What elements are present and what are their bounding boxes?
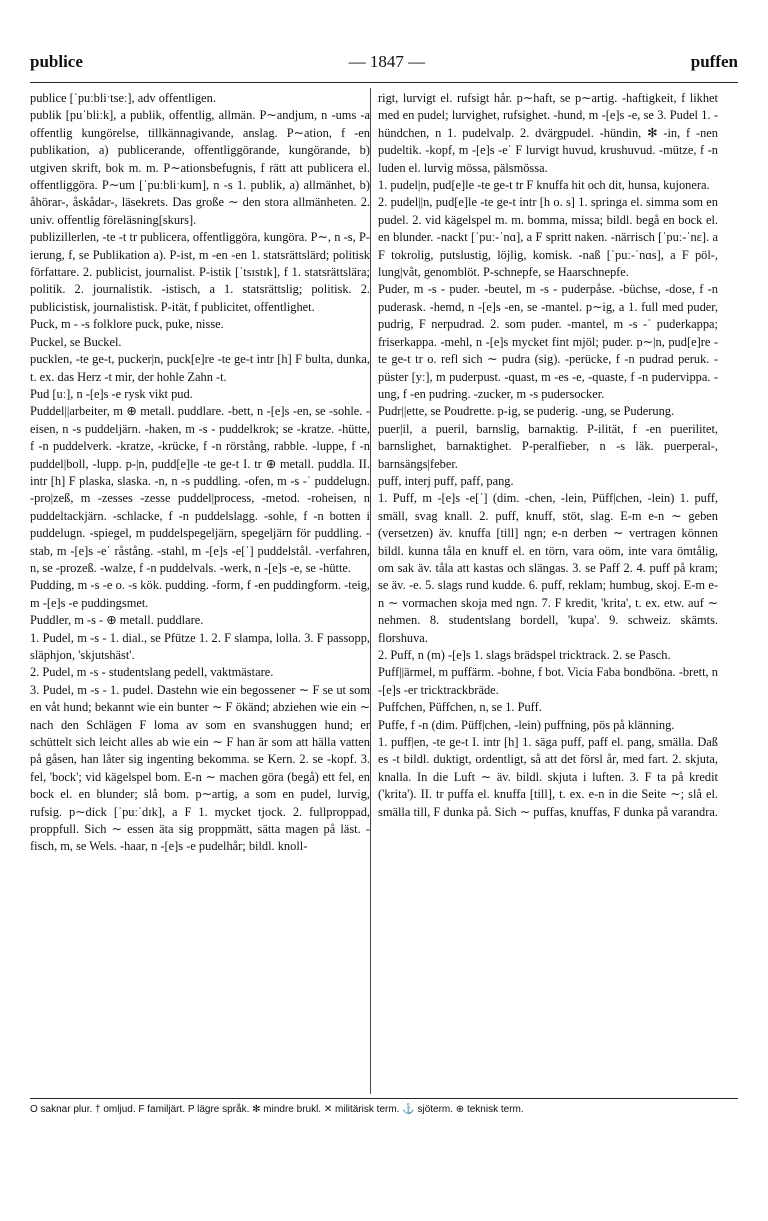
- entry: rigt, lurvigt el. rufsigt hår. p∼haft, se p∼artig. -haftigkeit, f likhet med en pudel; lurvighet, rufsighet. -hund, m -[e]s -e, se 3. Pudel 1. -hündchen, n 1. pudelvalp. 2. dvärgpudel. -hündin, ✻ -in, f -nen pudeltik. -kopf, m -[e]s -eˈ F lurvigt huvud, krushuvud. -mütze, f -n luden el. lurvig mössa, pälsmössa.: [378, 91, 718, 175]
- entry: pucklen, -te ge-t, pucker|n, puck[e]re -te ge-t intr [h] F bulta, dunka, t. ex. das Herz -t mir, der hohle Zahn -t.: [30, 352, 370, 384]
- entry: 1. Puff, m -[e]s -e[ˈ] (dim. -chen, -lein, Püff|chen, -lein) 1. puff, smäll, svag knall. 2. puff, knuff, stöt, slag. E-m e-n ∼ geben (versetzen) äv. knuffa [till] ngn; e-n derben ∼ vertragen können bildl. kunna tåla en knuff el. en törn, vara oöm, inte vara ömtålig, om sak äv. tåla att kastas och slängas. 3. se Paff 2. 4. puff på kram; se äv. -e. 5. slags rund kudde. 6. puff, reklam; humbug, skoj. E-m e-n ∼ vormachen skoja med ngn. 7. F kredit, 'krita', t. ex. etw. auf ∼ nehmen. 8. studentslang bordell, 'kupa'. 9. schweiz. skämts. florshuva.: [378, 491, 718, 645]
- footer-rule: [30, 1098, 738, 1099]
- entry: 2. pudel||n, pud[e]le -te ge-t intr [h o. s] 1. springa el. simma som en pudel. 2. vid kägelspel m. m. bomma, missa; bildl. begå en bock el. en blunder. -nackt [ˈpuː-ˈnɑ], a F spritt naken. -närrisch [ˈpuː-ˈnɛ]. a F tokrolig, putslustig, löjlig, komisk. -naß [ˈpuː-ˈnɑs], a F pöl-, lung|våt, genomblöt. P-schnepfe, se Haarschnepfe.: [378, 195, 718, 280]
- right-column: [378, 90, 718, 821]
- entry: publizillerlen, -te -t tr publicera, offentliggöra, kungöra. P∼, n -s, P-ierung, f, se Publikation a). P-ist, m -en -en 1. statsrättslärd; politisk författare. 2. publicist, journalist. P-istik [ˈtsɪstɪk], f 1. statsrättslära; politik. 2. journalistik. -istisch, a 1. statsrättslig; politisk. 2. publicistisk, journalistisk. P-ität, f publicitet, offentlighet.: [30, 230, 370, 314]
- entry: Pudding, m -s -e o. -s kök. pudding. -form, f -en puddingform. -teig, m -[e]s -e puddingsmet.: [30, 578, 370, 610]
- entry: publik [puˈbliːk], a publik, offentlig, allmän. P∼andjum, n -ums -a offentlig kungörelse, tillkännagivande, anslag. P∼ation, f -en publikation, a) publicerande, offentliggörande, kungörande, b) utgiven skrift, bok m. m. P∼ationsbefugnis, f rätt att publicera el. offentliggöra. P∼um [ˈpuːbliˑkum], n -s 1. publik, a) allmänhet, b) åhörar-, åskådar-, läsekrets. Das große ∼ den stora allmänheten. 2. univ. offentlig föreläsning[skurs].: [30, 108, 370, 227]
- abbreviation-legend: O saknar plur. † omljud. F familjärt. P lägre språk. ✻ mindre brukl. ✕ militärisk term. ⚓ sjöterm. ⊕ teknisk term.: [30, 1104, 524, 1115]
- left-column: [30, 90, 370, 856]
- entry: 1. puff|en, -te ge-t I. intr [h] 1. säga puff, paff el. pang, smälla. Daß es -t bildl. duktigt, ordentligt, så att det försl år, med fart. 2. skjuta, knalla. In die Luft ∼ äv. bildl. skjuta i luften. 3. F ta på kredit ('krita'). II. tr puffa el. knuffa [till], t. ex. e-n in die Seite ∼; slå el. smälla till, F dunka på. Sich ∼ puffas, knuffas, F dunka på varandra.: [378, 735, 718, 819]
- entry: Puddler, m -s - ⊕ metall. puddlare.: [30, 613, 204, 628]
- header-right-word: puffen: [690, 52, 738, 71]
- entry: Puckel, se Buckel.: [30, 334, 122, 349]
- entry: 3. Pudel, m -s - 1. pudel. Dastehn wie ein begossener ∼ F se ut som en våt hund; bekannt wie ein bunter ∼ F ökänd; abziehen wie ein ∼ nach den Schlägen F loma av som en svanshuggen hund; er schüttelt sich leicht alles ab wie ein ∼ F han är som att hälla vatten på gåsen, han låter sig ingenting bekomma. se Kern. 2. se -kopf. 3. fel, 'bock'; vid kägelspel bom. E-n ∼ machen göra (begå) ett fel, en bock el. en blunder; slå bom. p∼artig, a som en pudel, lurvig, rufsig. p∼dick [ˈpuːˈdɪk], a F 1. mycket tjock. 2. fullproppad, proppfull. Sich ∼ essen äta sig proppmätt, sätta magen på läst. -fisch, m, se Wels. -haar, n -[e]s -e pudelhår; bildl. knoll-: [30, 682, 370, 854]
- entry: Pud [uː], n -[e]s -e rysk vikt pud.: [30, 386, 193, 401]
- entry: Puddel||arbeiter, m ⊕ metall. puddlare. -bett, n -[e]s -en, se -sohle. -eisen, n -s puddeljärn. -haken, m -s - puddelkrok; se -kratze. -hütte, f -n puddelverk. -kratze, -krücke, f -n rörstång, rabble. -luppe, f -n puddel|boll, -lupp. p-|n, pudd[e]le -te ge-t I. tr ⊕ metall. puddla. II. intr [h] F plaska, slaska. -n, n -s puddling. -ofen, m -s -ˈ puddelugn. -pro|zeß, m -zesses -zesse puddel|process, -metod. -roheisen, n puddeltackjärn. -schlacke, f -n puddelslagg. -sohle, f -n botten i puddelugn. -spiegel, m puddelspegeljärn, spegeljärn för puddling. -stab, m -[e]s -eˈ råstång. -stahl, m -[e]s -e[ˈ] puddelstål. -verfahren, n, se -prozeß. -walze, f -n puddelvals. -werk, n -[e]s -e, se -hütte.: [30, 404, 370, 575]
- entry: puff, interj puff, paff, pang.: [378, 473, 514, 488]
- entry: 2. Pudel, m -s - studentslang pedell, vaktmästare.: [30, 665, 274, 680]
- header-left-word: publice: [30, 52, 83, 71]
- entry: 1. Pudel, m -s - 1. dial., se Pfütze 1. 2. F slampa, lolla. 3. F passopp, släphjon, 'skjutshäst'.: [30, 630, 370, 662]
- header-rule: [30, 82, 738, 83]
- entry: Puffchen, Püffchen, n, se 1. Puff.: [378, 700, 542, 715]
- page-number: — 1847 —: [348, 52, 426, 71]
- entry: 2. Puff, n (m) -[e]s 1. slags brädspel tricktrack. 2. se Pasch.: [378, 648, 671, 662]
- entry: Puder, m -s - puder. -beutel, m -s - puderpåse. -büchse, -dose, f -n puderask. -hemd, n -[e]s -en, se -mantel. p∼ig, a 1. full med puder, pudrig, F nerpudrad. 2. som puder. -mantel, m -s -ˈ puderkappa; friserkappa. -mehl, n -[e]s mycket fint mjöl; puder. p∼|n, pud[e]re -te ge-t tr o. refl sich ∼ pudra (sig). -perücke, f -n pudrad peruk. -püster [yː], m puderpust. -quast, m -es -e, -quaste, f -n pudervippa. -ung, f -en pudring. -zucker, m -s pudersocker.: [378, 282, 718, 401]
- entry: publice [ˈpuːbliˑtseː], adv offentligen.: [30, 91, 216, 105]
- entry: Puffe, f -n (dim. Püff|chen, -lein) puffning, pös på klänning.: [378, 717, 675, 732]
- entry: 1. pudel|n, pud[e]le -te ge-t tr F knuffa hit och dit, hunsa, kujonera.: [378, 178, 710, 193]
- entry: Puff||ärmel, m puffärm. -bohne, f bot. Vicia Faba bondböna. -brett, n -[e]s -er tricktrackbräde.: [378, 665, 718, 697]
- column-divider: [370, 88, 371, 1094]
- entry: Pudr||ette, se Poudrette. p-ig, se puderig. -ung, se Puderung.: [378, 404, 675, 419]
- page-header: [30, 52, 738, 78]
- entry: Puck, m - -s folklore puck, puke, nisse.: [30, 317, 224, 332]
- entry: puer|il, a pueril, barnslig, barnaktig. P-ilität, f -en puerilitet, barnslighet, barnaktighet. P-peralfieber, n -s läk. puerperal-, barnsängs|feber.: [378, 421, 718, 471]
